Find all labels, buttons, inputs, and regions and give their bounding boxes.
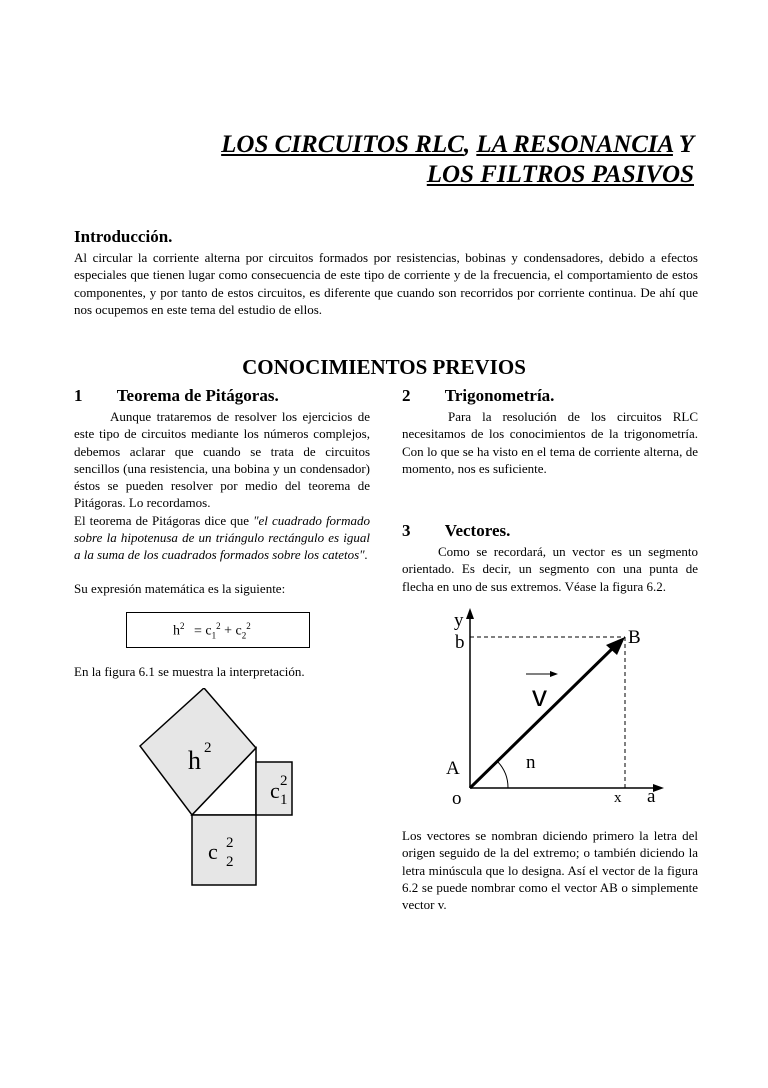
formula-plus: + bbox=[224, 623, 233, 639]
x-label: x bbox=[614, 790, 622, 806]
section-1-body bbox=[74, 408, 370, 564]
formula-eq: = bbox=[194, 623, 202, 639]
A-label: A bbox=[446, 758, 460, 779]
formula-c2-sub: 2 bbox=[241, 630, 247, 641]
formula-c1-sub: 1 bbox=[211, 630, 217, 641]
v-overline-arrow bbox=[550, 671, 558, 677]
document-title bbox=[70, 130, 694, 190]
pythagoras-figure bbox=[130, 688, 310, 903]
c1-label: c bbox=[270, 778, 280, 803]
formula-h: h bbox=[173, 623, 180, 639]
title-comma: , bbox=[463, 131, 477, 158]
formula-c2-exp: 2 bbox=[246, 621, 251, 631]
section-3-heading bbox=[402, 521, 510, 541]
section-2-heading bbox=[402, 386, 554, 406]
y-label: y bbox=[454, 610, 464, 631]
title-part-1: LOS CIRCUITOS RLC bbox=[221, 131, 464, 158]
title-and: Y bbox=[672, 131, 694, 158]
intro-text: Al circular la corriente alterna por circuitos formados por resistencias, bobinas y condensadores, debido a efectos especiales que tienen lugar como consecuencia de este tipo de corriente y de la frecuencia, el comportamiento de estos componentes, y por tanto de estos circuitos, es diferente que cuando son recorridos por corriente continua. De ahí que nos ocupemos en este tema del estudio de ellos. bbox=[74, 250, 698, 317]
section-1-para-1: Aunque trataremos de resolver los ejercicios de este tipo de circuitos mediante los números complejos, debemos aclarar que cuando se trata de circuitos sencillos (una resistencia, una bobina y un condensador) éstos se pueden resolver por medio del teorema de Pitágoras. Lo recordamos. bbox=[74, 409, 370, 511]
section-3-text-2: Los vectores se nombran diciendo primero la letra del origen seguido de la del extremo; o también diciendo la letra minúscula que lo designa. Así el vector de la figura 6.2 se puede nombrar como el vector AB o simplemente vector v. bbox=[402, 828, 698, 913]
c2-label: c bbox=[208, 839, 218, 864]
formula-c1: c bbox=[205, 623, 212, 639]
section-3-title: Vectores. bbox=[444, 521, 511, 540]
section-1-heading bbox=[74, 386, 279, 406]
section-1-number: 1 bbox=[74, 386, 83, 405]
section-1-title: Teorema de Pitágoras. bbox=[116, 386, 279, 405]
section-1-para-3: Su expresión matemática es la siguiente: bbox=[74, 581, 286, 596]
title-line-2: LOS FILTROS PASIVOS bbox=[426, 161, 694, 188]
vector-figure bbox=[440, 608, 680, 808]
n-label: n bbox=[526, 752, 536, 773]
c2-exp: 2 bbox=[226, 835, 234, 851]
formula-c2: c bbox=[235, 623, 242, 639]
section-3-number: 3 bbox=[402, 521, 411, 540]
leg-c2-square bbox=[192, 815, 256, 885]
section-1-para-2 bbox=[74, 512, 370, 564]
section-1-para-4: En la figura 6.1 se muestra la interpretación. bbox=[74, 664, 305, 679]
hyp-label: h bbox=[188, 746, 201, 775]
formula-box bbox=[126, 612, 310, 648]
section-3-text: Como se recordará, un vector es un segmento orientado. Es decir, un segmento con una punta de flecha en uno de sus extremos. Véase la figura 6.2. bbox=[402, 544, 698, 594]
a-label: a bbox=[647, 786, 656, 807]
b-label: b bbox=[455, 632, 465, 653]
formula-c1-exp: 2 bbox=[216, 621, 221, 631]
formula-h-exp: 2 bbox=[180, 621, 185, 631]
hyp-exp: 2 bbox=[204, 740, 212, 756]
section-2-number: 2 bbox=[402, 386, 411, 405]
section-2-text: Para la resolución de los circuitos RLC necesitamos de los conocimientos de la trigonometría. Con lo que se ha visto en el tema de corriente alterna, de momento, nos es suficiente. bbox=[402, 409, 698, 476]
intro-heading: Introducción. bbox=[74, 227, 173, 246]
c2-sub: 2 bbox=[226, 854, 234, 870]
title-part-2: LA RESONANCIA bbox=[476, 131, 673, 158]
section-1-quote: "el cuadrado formado sobre la hipotenusa de un triángulo rectángulo es igual a la suma de los cuadrados formados sobre los catetos". bbox=[74, 512, 370, 563]
section-2-title: Trigonometría. bbox=[444, 386, 555, 405]
section-1-para-2-lead: El teorema de Pitágoras dice que bbox=[74, 512, 254, 528]
v-label: v bbox=[532, 680, 547, 713]
section-title: CONOCIMIENTOS PREVIOS bbox=[242, 355, 526, 379]
formula bbox=[173, 621, 251, 640]
c1-exp: 2 bbox=[280, 773, 288, 789]
B-label: B bbox=[628, 627, 641, 648]
angle-arc bbox=[497, 761, 508, 788]
y-axis-arrow bbox=[466, 608, 474, 619]
o-label: o bbox=[452, 788, 462, 808]
c1-sub: 1 bbox=[280, 792, 288, 808]
vector-ab bbox=[470, 646, 615, 788]
